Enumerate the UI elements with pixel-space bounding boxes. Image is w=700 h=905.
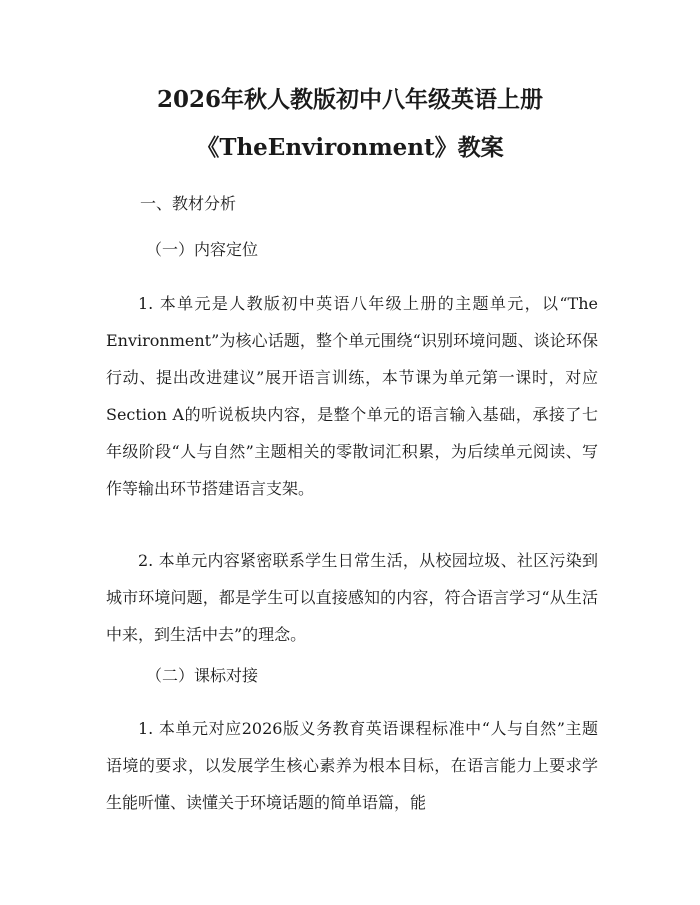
document-title-line1: 2026年秋人教版初中八年级英语上册 bbox=[156, 86, 543, 113]
section-heading-textbook-analysis: 一、教材分析 bbox=[140, 194, 237, 213]
paragraph-3: 1. 本单元对应2026版义务教育英语课程标准中“人与自然”主题语境的要求，以发展学生核心素养为根本目标，在语言能力上要求学生能听懂、读懂关于环境话题的简单语篇，能 bbox=[106, 719, 598, 812]
subsection-heading-curriculum-alignment: （二）课标对接 bbox=[146, 666, 259, 685]
paragraph-1: 1. 本单元是人教版初中英语八年级上册的主题单元，以“The Environment”为核心话题，整个单元围绕“识别环境问题、谈论环保行动、提出改进建议”展开语言训练，本节课为单元第一课时，对应Section A的听说板块内容，是整个单元的语言输入基础，承接了七年级阶段“人与自然”主题相关的零散词汇积累，为后续单元阅读、写作等输出环节搭建语言支架。 bbox=[106, 294, 598, 498]
paragraph-2: 2. 本单元内容紧密联系学生日常生活，从校园垃圾、社区污染到城市环境问题，都是学生可以直接感知的内容，符合语言学习“从生活中来，到生活中去”的理念。 bbox=[106, 551, 598, 644]
subsection-heading-content-positioning: （一）内容定位 bbox=[146, 240, 259, 259]
document-title-line2: 《TheEnvironment》教案 bbox=[196, 134, 504, 161]
